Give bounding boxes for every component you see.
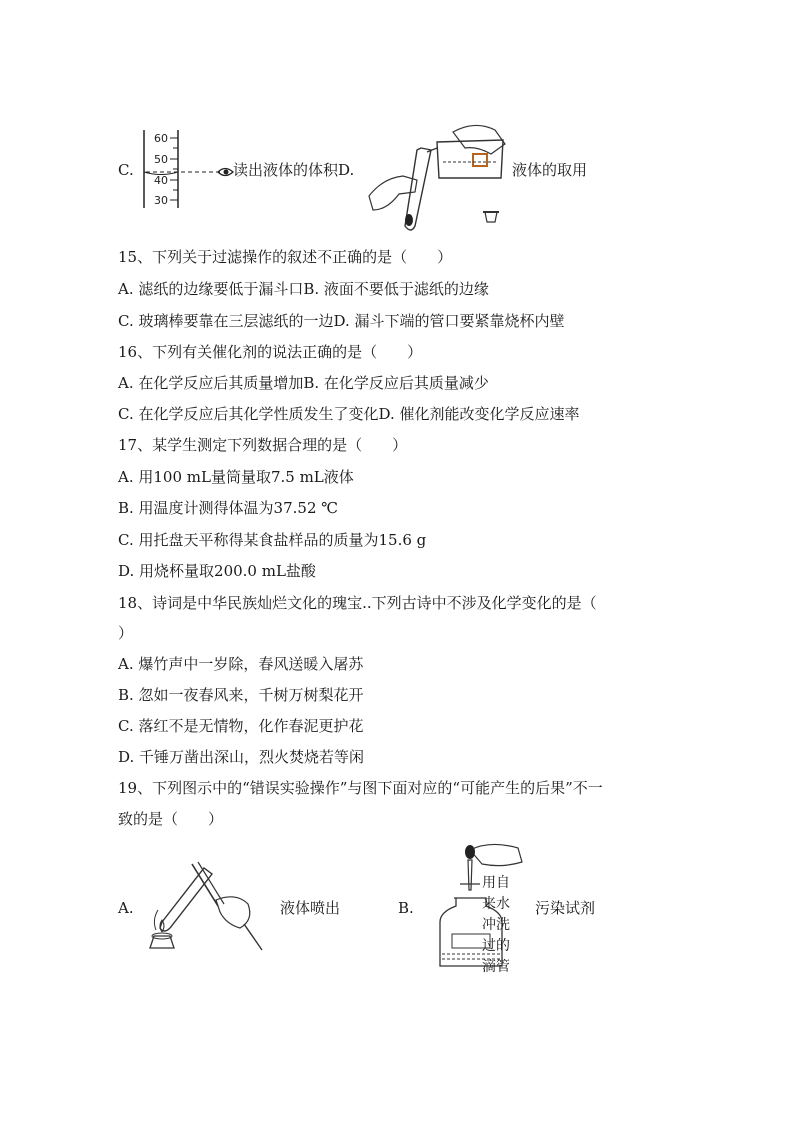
cylinder-tick-label: 60 — [154, 132, 168, 145]
cylinder-tick-label: 40 — [154, 174, 168, 187]
liquid-pouring-figure — [365, 118, 515, 234]
q19-option-a-caption: 液体喷出 — [280, 899, 341, 917]
q18-option-d: D. 千锤万凿出深山，烈火焚烧若等闲 — [118, 748, 365, 766]
dropper-label-line: 来水 — [482, 896, 510, 912]
q16-options-ab: A. 在化学反应后其质量增加B. 在化学反应后其质量减少 — [118, 374, 489, 392]
q15-stem: 15、下列关于过滤操作的叙述不正确的是（ ） — [118, 248, 453, 266]
q17-option-a: A. 用100 mL量筒量取7.5 mL液体 — [118, 468, 354, 486]
dropper-label-line: 用自 — [482, 875, 510, 891]
q19-option-b-label — [482, 873, 510, 978]
q15-options-ab: A. 滤纸的边缘要低于漏斗口B. 液面不要低于滤纸的边缘 — [118, 280, 489, 298]
dropper-label-line: 滴管 — [482, 959, 510, 975]
q17-option-d: D. 用烧杯量取200.0 mL盐酸 — [118, 562, 316, 580]
dropper-label-line: 冲洗 — [482, 917, 510, 933]
q17-option-b: B. 用温度计测得体温为37.52 ℃ — [118, 499, 339, 517]
q16-options-cd: C. 在化学反应后其化学性质发生了变化D. 催化剂能改变化学反应速率 — [118, 405, 580, 423]
q19-option-b-caption: 污染试剂 — [535, 899, 596, 917]
q19-option-a-letter: A. — [118, 899, 134, 917]
q14-option-c-caption: 读出液体的体积D. — [233, 161, 355, 179]
cylinder-tick-label: 30 — [154, 194, 168, 207]
q14-option-c-letter: C. — [118, 161, 134, 179]
q19-stem-continued: 致的是（ ） — [118, 810, 224, 828]
graduated-cylinder-figure — [140, 128, 235, 210]
q18-option-a: A. 爆竹声中一岁除，春风送暖入屠苏 — [118, 655, 364, 673]
q16-stem: 16、下列有关催化剂的说法正确的是（ ） — [118, 343, 423, 361]
q18-stem-continued: ） — [118, 624, 134, 642]
q19-stem: 19、下列图示中的“错误实验操作”与图下面对应的“可能产生的后果”不一 — [118, 779, 603, 797]
dropper-reagent-bottle-figure — [430, 838, 525, 970]
q18-option-b: B. 忽如一夜春风来，千树万树梨花开 — [118, 686, 364, 704]
dropper-label-line: 过的 — [482, 938, 510, 954]
cylinder-tick-label: 50 — [154, 153, 168, 166]
eye-icon — [218, 169, 233, 176]
q18-option-c: C. 落红不是无情物，化作春泥更护花 — [118, 717, 364, 735]
q19-option-b-letter: B. — [398, 899, 414, 917]
q15-options-cd: C. 玻璃棒要靠在三层滤纸的一边D. 漏斗下端的管口要紧靠烧杯内壁 — [118, 312, 565, 330]
q18-stem: 18、诗词是中华民族灿烂文化的瑰宝..下列古诗中不涉及化学变化的是（ — [118, 594, 597, 612]
q17-option-c: C. 用托盘天平称得某食盐样品的质量为15.6 g — [118, 531, 427, 549]
q14-option-d-caption: 液体的取用 — [512, 161, 588, 179]
q17-stem: 17、某学生测定下列数据合理的是（ ） — [118, 436, 408, 454]
heating-test-tube-figure — [140, 858, 275, 958]
